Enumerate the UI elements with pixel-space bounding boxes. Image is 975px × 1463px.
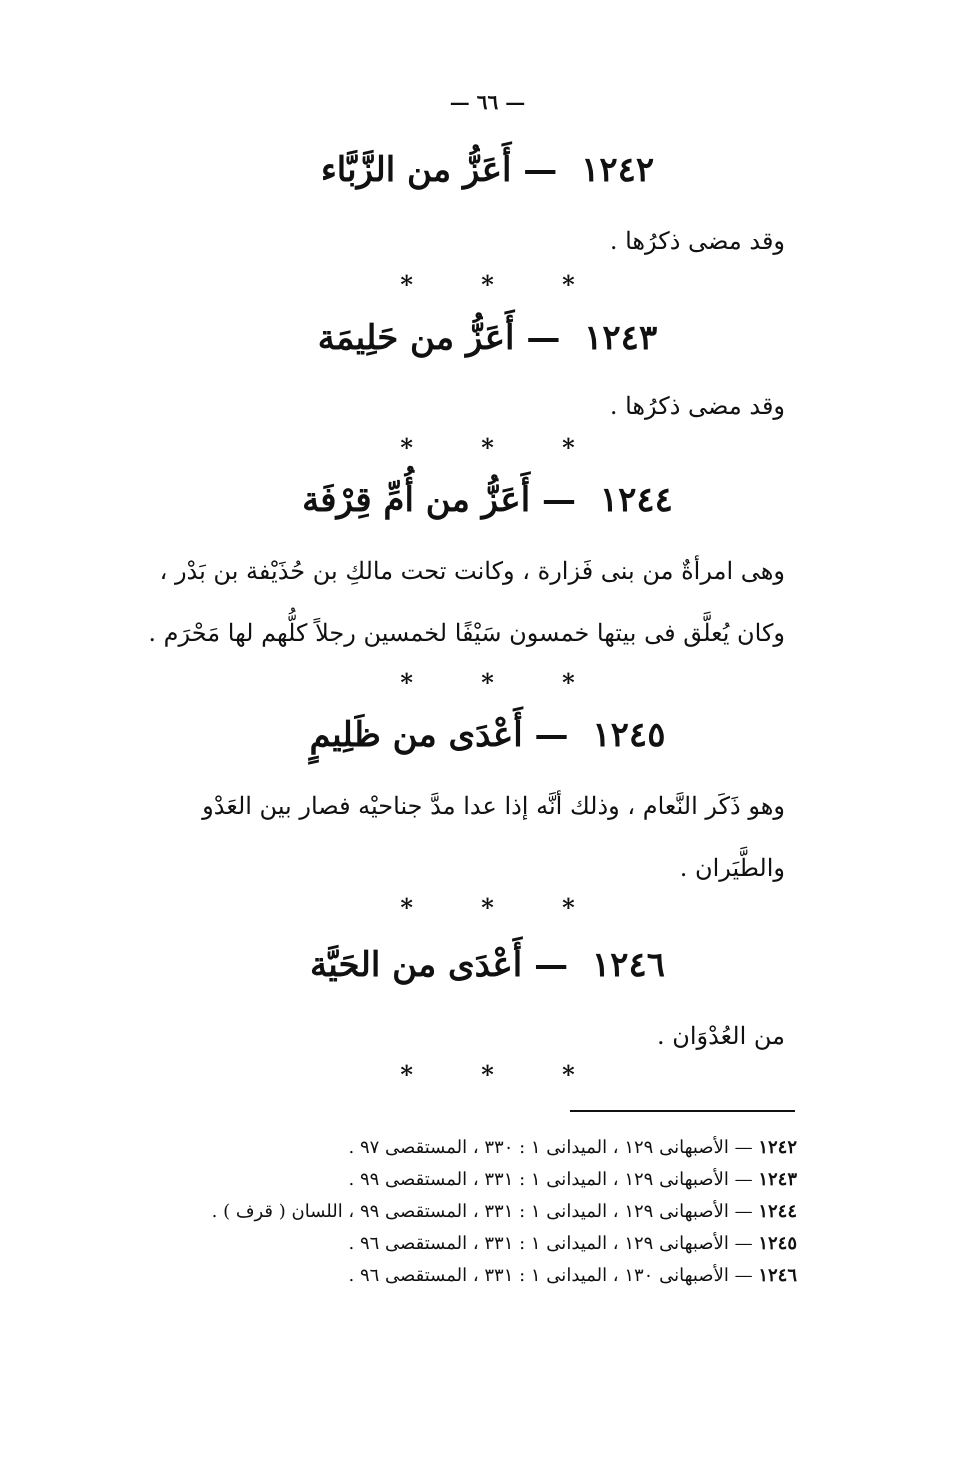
entry-body: وهى امرأةٌ من بنى فَزارة ، وكانت تحت مالكِ بن حُذَيْفة بن بَدْر ، وكان يُعلَّق فى بيتها خمسون سَيْفًا لخمسين رجلاً كلُّهم لها مَحْرَم . [148,557,785,647]
entry-title [0,150,975,190]
entry-title [0,480,975,520]
footnote-number: ١٢٤٥ [758,1233,797,1254]
entry-number: ١٢٤٥ [592,715,666,755]
footnote-number: ١٢٤٦ [758,1265,797,1286]
entry-heading: — أَعْدَى من ظَلِيمٍ [309,715,569,755]
footnote [150,1196,797,1228]
footnote-text: — الأصبهانى ١٢٩ ، الميدانى ١ : ٣٣٠ ، المستقصى ٩٧ . [348,1137,753,1158]
footnote [150,1228,797,1260]
entry-title [0,715,975,755]
entry-body: وهو ذَكَر النَّعام ، وذلك أنَّه إذا عدا مدَّ جناحيْه فصار بين العَدْو والطَّيَران . [202,792,785,882]
footnote-text: — الأصبهانى ١٣٠ ، الميدانى ١ : ٣٣١ ، المستقصى ٩٦ . [348,1265,753,1286]
footnote-number: ١٢٤٤ [758,1201,797,1222]
footnote-text: — الأصبهانى ١٢٩ ، الميدانى ١ : ٣٣١ ، المستقصى ٩٩ . [348,1169,753,1190]
footnote-number: ١٢٤٣ [758,1169,797,1190]
entry-heading: — أَعَزُّ من حَلِيمَة [317,318,561,358]
page-number: — ٦٦ — [449,90,526,114]
footnote [150,1164,797,1196]
entry-body: من العُدْوَان . [656,1022,785,1050]
footnotes [150,1132,797,1292]
footnote [150,1260,797,1292]
entry-number: ١٢٤٢ [581,150,655,190]
separator-stars: * * * [400,433,605,462]
entry-title [0,945,975,985]
footnote-text: — الأصبهانى ١٢٩ ، الميدانى ١ : ٣٣١ ، المستقصى ٩٩ ، اللسان ( قرف ) . [211,1201,753,1222]
entry-title [0,318,975,358]
entry-body: وقد مضى ذكرُها . [609,392,785,420]
entry-number: ١٢٤٤ [599,480,673,520]
separator-stars: * * * [400,893,605,922]
entry-heading: — أَعَزُّ من الزَّبَّاء [320,150,558,190]
footnote [150,1132,797,1164]
footnote-number: ١٢٤٢ [758,1137,797,1158]
entry-heading: — أَعْدَى من الحَيَّة [310,945,569,985]
entry-number: ١٢٤٣ [584,318,658,358]
separator-stars: * * * [400,1060,605,1089]
separator-stars: * * * [400,668,605,697]
entry-body: وقد مضى ذكرُها . [609,227,785,255]
entry-number: ١٢٤٦ [591,945,665,985]
entry-heading: — أَعَزُّ من أُمِّ قِرْفَة [302,480,577,520]
footnote-rule [570,1110,795,1112]
footnote-text: — الأصبهانى ١٢٩ ، الميدانى ١ : ٣٣١ ، المستقصى ٩٦ . [348,1233,753,1254]
separator-stars: * * * [400,270,605,299]
